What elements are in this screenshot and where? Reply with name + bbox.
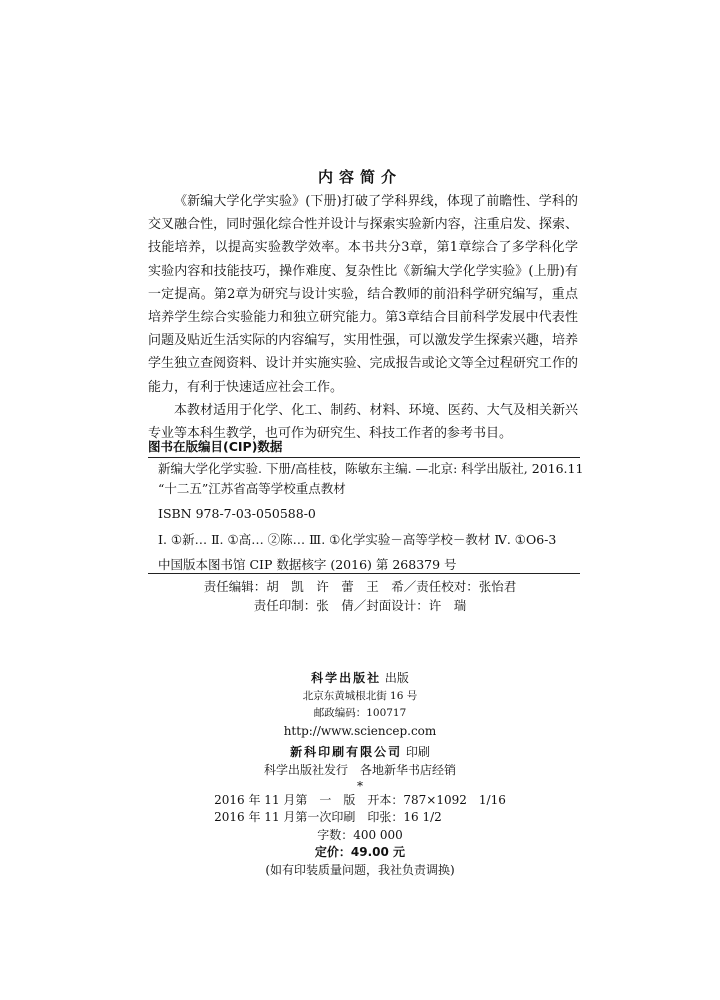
edition-line: 2016 年 11 月第 一 版 开本：787×1092 1/16 — [214, 792, 506, 807]
printer-line — [0, 744, 720, 762]
distribution: 科学出版社发行 各地新华书店经销 — [263, 762, 456, 777]
printer-suffix: 印刷 — [405, 745, 430, 760]
cip-bottom-rule — [148, 573, 580, 574]
publisher-suffix: 出版 — [384, 671, 409, 685]
summary-paragraph: 《新编大学化学实验》(下册)打破了学科界线，体现了前瞻性、学科的交叉融合性，同时强化综合性并设计与探索实验新内容，注重启发、探索、技能培养，以提高实验教学效率。本书共分3章，第1章综合了多学科化学实验内容和技能技巧，操作难度、复杂性比《新编大学化学实验》(上册)有一定提高。第2章为研究与设计实验，结合教师的前沿科学研究编写，重点培养学生综合实验能力和独立研究能力。第3章结合目前科学发展中代表性问题及贴近生活实际的内容编写，实用性强，可以激发学生探索兴趣，培养学生独立查阅资料、设计并实施实验、完成报告或论文等全过程研究工作的能力，有利于快速适应社会工作。 — [148, 194, 578, 395]
edition-block — [214, 792, 506, 827]
separator-star: * — [357, 778, 363, 793]
publisher-address: 北京东黄城根北街 16 号 — [302, 689, 418, 702]
content-summary — [148, 190, 578, 445]
cip-title-line: 新编大学化学实验. 下册/高桂枝，陈敏东主编. —北京: 科学出版社, 2016.11 — [158, 461, 584, 476]
cip-record-number: 中国版本图书馆 CIP 数据核字 (2016) 第 268379 号 — [158, 557, 457, 572]
printing-line: 2016 年 11 月第一次印刷 印张：16 1/2 — [214, 810, 442, 825]
price: 定价：49.00 元 — [314, 845, 406, 860]
cip-heading: 图书在版编目(CIP)数据 — [148, 439, 283, 454]
editors-line: 责任编辑：胡 凯 许 蕾 王 希／责任校对：张怡君 — [203, 579, 517, 594]
cip-top-rule — [148, 457, 580, 458]
publisher-name: 科学出版社 — [311, 671, 382, 685]
cip-classification: Ⅰ. ①新… Ⅱ. ①高… ②陈… Ⅲ. ①化学实验－高等学校－教材 Ⅳ. ①O6-3 — [158, 531, 557, 547]
summary-paragraph: 本教材适用于化学、化工、制药、材料、环境、医药、大气及相关新兴专业等本科生教学，也可作为研究生、科技工作者的参考书目。 — [148, 402, 578, 442]
responsible-editors — [0, 577, 720, 615]
quality-notice: (如有印装质量问题，我社负责调换) — [265, 862, 455, 877]
word-count: 字数：400 000 — [317, 827, 403, 842]
publisher-line — [0, 670, 720, 688]
postcode: 邮政编码：100717 — [313, 707, 407, 720]
website: http://www.sciencep.com — [283, 723, 437, 738]
cip-data — [158, 459, 584, 575]
section-title: 内容简介 — [317, 168, 402, 186]
editors-line: 责任印制：张 倩／封面设计：许 瑞 — [253, 598, 467, 613]
cip-isbn: ISBN 978-7-03-050588-0 — [158, 506, 316, 521]
printer-name: 新科印刷有限公司 — [290, 745, 403, 760]
colophon — [0, 670, 720, 880]
cip-series-line: “十二五”江苏省高等学校重点教材 — [158, 480, 346, 496]
